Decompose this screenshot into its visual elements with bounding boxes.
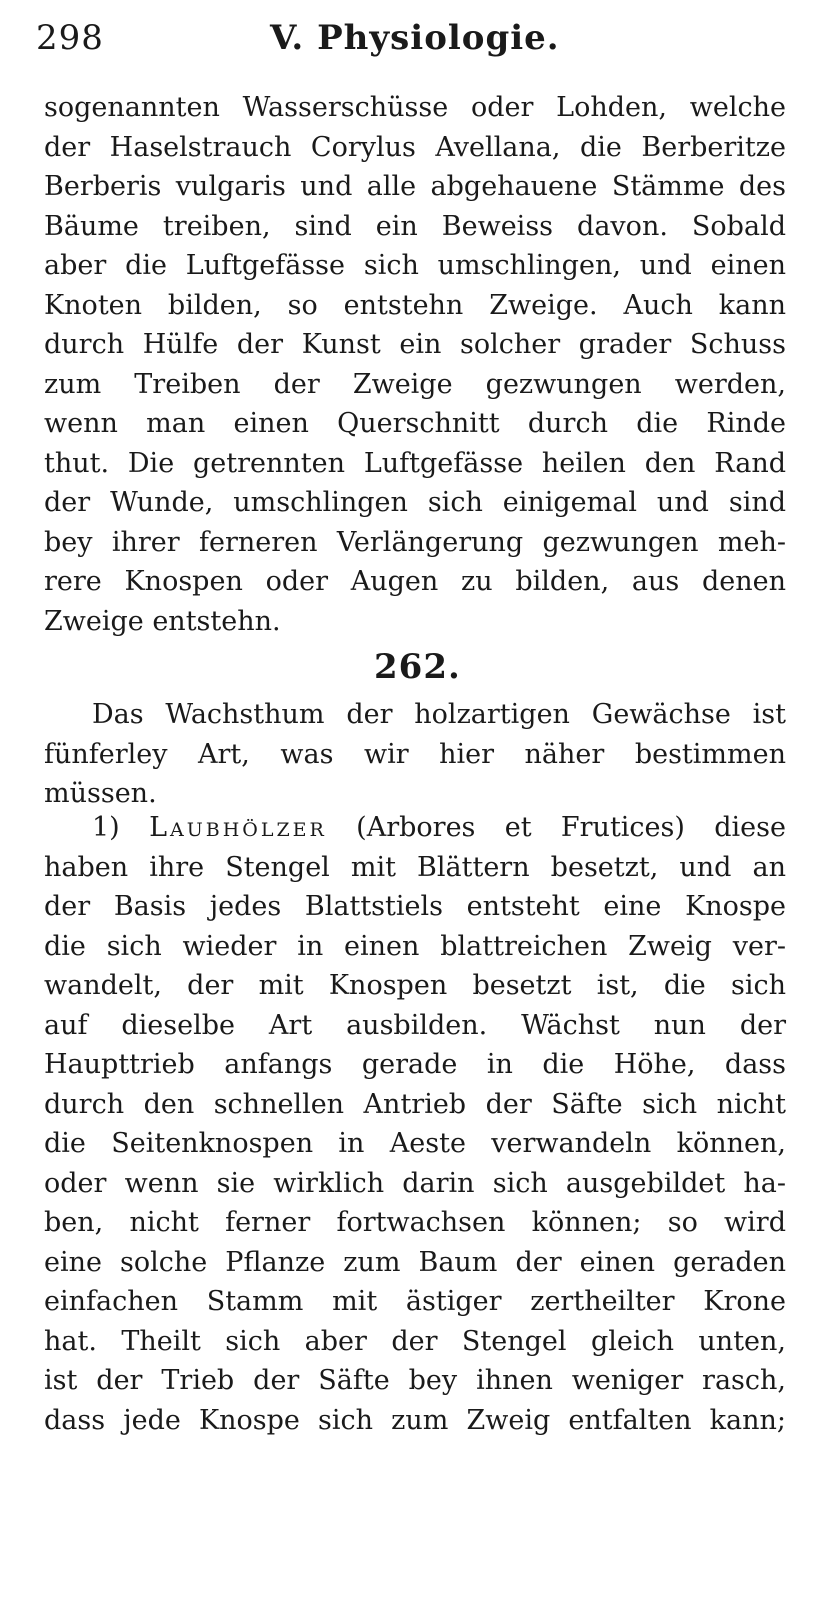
running-head: V. Physiologie. — [270, 18, 560, 58]
text-line: die Seitenknospen in Aeste verwandeln können, — [44, 1128, 786, 1159]
text-line: auf dieselbe Art ausbilden. Wächst nun der — [44, 1009, 786, 1041]
paragraph-laubhoelzer — [44, 808, 786, 1440]
page-number: 298 — [36, 18, 104, 58]
text-line: ist der Trieb der Säfte bey ihnen weniger rasch, — [44, 1365, 786, 1396]
page-header — [36, 18, 796, 68]
text-line: aber die Luftgefässe sich umschlingen, und einen — [44, 250, 786, 281]
text-line: der Basis jedes Blattstiels entsteht eine Knospe — [44, 891, 786, 922]
line-rest: (Arbores et Frutices) diese — [326, 812, 786, 843]
text-line: durch Hülfe der Kunst ein solcher grader Schuss — [44, 329, 786, 360]
text-line: fünferley Art, was wir hier näher bestimmen — [44, 738, 786, 770]
text-line: Das Wachsthum der holzartigen Gewächse ist — [92, 699, 786, 730]
paragraph-continued — [44, 88, 786, 641]
text-line: der Haselstrauch Corylus Avellana, die Berberitze — [44, 131, 786, 163]
text-line-first — [44, 808, 786, 848]
text-line: durch den schnellen Antrieb der Säfte sich nicht — [44, 1088, 786, 1120]
text-line: die sich wieder in einen blattreichen Zweig ver- — [44, 930, 786, 962]
text-line: Knoten bilden, so entstehn Zweige. Auch kann — [44, 289, 786, 321]
text-line: rere Knospen oder Augen zu bilden, aus denen — [44, 566, 786, 597]
text-line: wandelt, der mit Knospen besetzt ist, die sich — [44, 970, 786, 1001]
text-line: Bäume treiben, sind ein Beweiss davon. Sobald — [44, 210, 786, 242]
text-line: Berberis vulgaris und alle abgehauene Stämme des — [44, 171, 786, 202]
text-line: ben, nicht ferner fortwachsen können; so wird — [44, 1207, 786, 1238]
text-line: hat. Theilt sich aber der Stengel gleich unten, — [44, 1325, 786, 1357]
section-number: 262. — [374, 647, 461, 687]
text-line: haben ihre Stengel mit Blättern besetzt, und an — [44, 851, 786, 883]
text-line: oder wenn sie wirklich darin sich ausgebildet ha- — [44, 1167, 786, 1199]
term-laubhoelzer: Laubhölzer — [149, 812, 327, 843]
text-line: zum Treiben der Zweige gezwungen werden, — [44, 368, 786, 400]
text-line: Haupttrieb anfangs gerade in die Höhe, dass — [44, 1049, 786, 1080]
text-line: der Wunde, umschlingen sich einigemal und sind — [44, 487, 786, 518]
text-line: wenn man einen Querschnitt durch die Rinde — [44, 408, 786, 439]
list-number: 1) — [92, 812, 150, 843]
text-line: eine solche Pflanze zum Baum der einen geraden — [44, 1246, 786, 1278]
text-line: dass jede Knospe sich zum Zweig entfalten kann; — [44, 1404, 786, 1436]
text-line: thut. Die getrennten Luftgefässe heilen den Rand — [44, 447, 786, 479]
text-line: müssen. — [44, 778, 157, 809]
text-line: sogenannten Wasserschüsse oder Lohden, welche — [44, 92, 786, 123]
text-line: Zweige entstehn. — [44, 605, 281, 637]
text-line: bey ihrer ferneren Verlängerung gezwungen meh- — [44, 526, 786, 558]
text-line: einfachen Stamm mit ästiger zertheilter Krone — [44, 1286, 786, 1317]
paragraph-intro — [44, 695, 786, 814]
